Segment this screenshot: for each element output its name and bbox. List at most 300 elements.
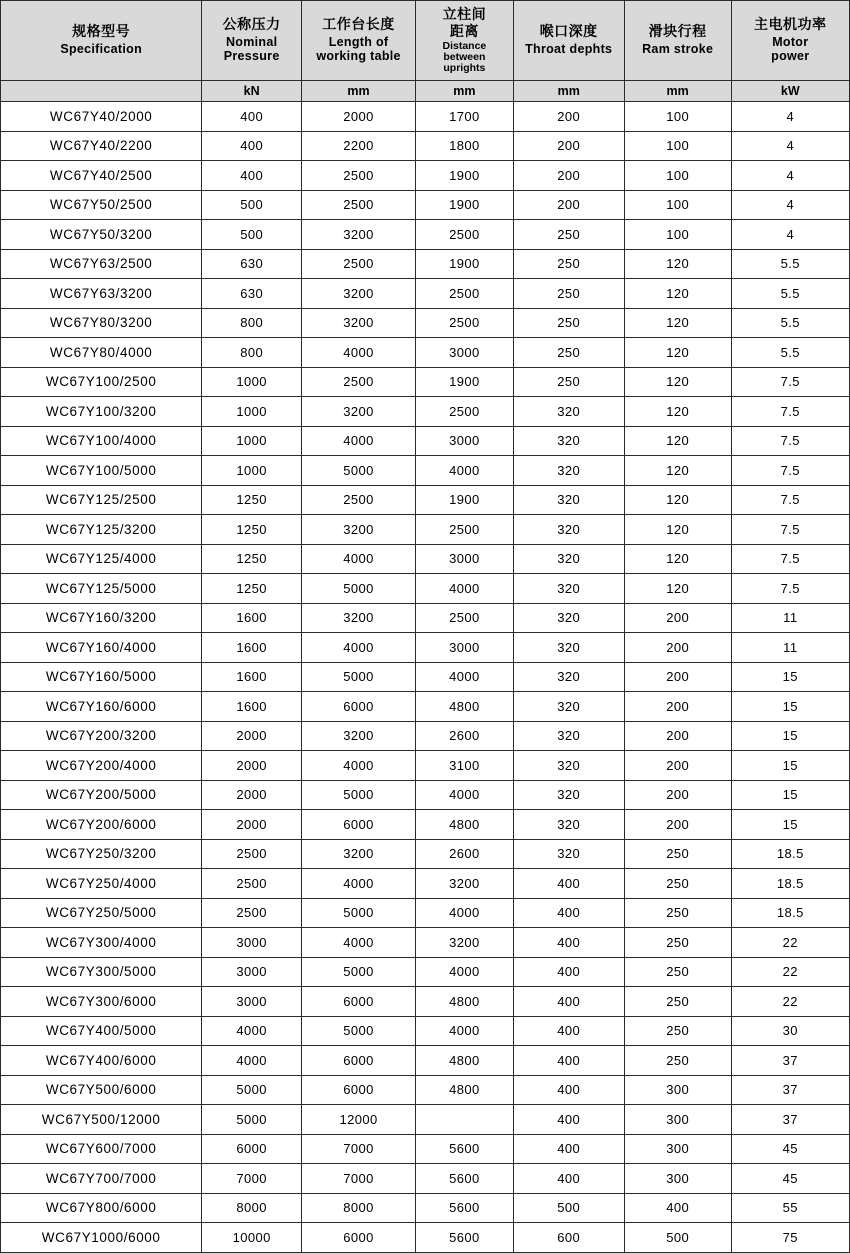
column-unit-3: mm [416, 81, 514, 102]
cell-value: 3100 [416, 751, 514, 781]
cell-value: 1250 [202, 544, 302, 574]
cell-value: 4000 [416, 780, 514, 810]
cell-value: 18.5 [731, 898, 849, 928]
cell-value: 2500 [202, 869, 302, 899]
cell-specification: WC67Y63/3200 [1, 279, 202, 309]
cell-value: 5000 [202, 1075, 302, 1105]
cell-value: 10000 [202, 1223, 302, 1253]
cell-value: 320 [513, 780, 624, 810]
cell-value: 1900 [416, 190, 514, 220]
cell-value: 4000 [301, 751, 415, 781]
table-row [1, 810, 850, 840]
cell-value: 500 [202, 190, 302, 220]
cell-value: 1000 [202, 367, 302, 397]
cell-specification: WC67Y160/5000 [1, 662, 202, 692]
table-row [1, 456, 850, 486]
cell-value: 200 [513, 161, 624, 191]
cell-value: 37 [731, 1046, 849, 1076]
cell-specification: WC67Y400/6000 [1, 1046, 202, 1076]
column-header-cn-5: 滑块行程 [648, 23, 707, 40]
cell-value: 120 [624, 338, 731, 368]
cell-value: 75 [731, 1223, 849, 1253]
cell-value: 1700 [416, 102, 514, 132]
cell-value: 4000 [416, 957, 514, 987]
cell-value: 4800 [416, 1075, 514, 1105]
cell-specification: WC67Y100/5000 [1, 456, 202, 486]
cell-specification: WC67Y250/3200 [1, 839, 202, 869]
cell-value: 120 [624, 249, 731, 279]
cell-value: 250 [513, 338, 624, 368]
cell-value: 4000 [202, 1016, 302, 1046]
cell-specification: WC67Y80/3200 [1, 308, 202, 338]
cell-value: 15 [731, 721, 849, 751]
cell-value: 2600 [416, 839, 514, 869]
cell-value: 3200 [301, 603, 415, 633]
cell-value: 5600 [416, 1164, 514, 1194]
cell-value: 22 [731, 928, 849, 958]
cell-value: 500 [624, 1223, 731, 1253]
table-row [1, 721, 850, 751]
unit-row [1, 81, 850, 102]
column-header-en-6: Motor power [771, 34, 810, 64]
cell-value: 4000 [416, 456, 514, 486]
cell-value: 200 [513, 102, 624, 132]
cell-value: 2500 [416, 397, 514, 427]
column-header-en-4: Throat dephts [525, 41, 613, 56]
cell-value: 18.5 [731, 839, 849, 869]
cell-value: 3200 [301, 397, 415, 427]
cell-value: 250 [624, 839, 731, 869]
cell-value: 250 [513, 220, 624, 250]
cell-value: 100 [624, 220, 731, 250]
cell-value: 5000 [301, 456, 415, 486]
cell-value: 5000 [202, 1105, 302, 1135]
cell-value: 15 [731, 662, 849, 692]
cell-value: 3000 [416, 633, 514, 663]
column-unit-0 [1, 81, 202, 102]
cell-value: 630 [202, 279, 302, 309]
cell-value: 4 [731, 131, 849, 161]
cell-specification: WC67Y200/5000 [1, 780, 202, 810]
cell-specification: WC67Y125/5000 [1, 574, 202, 604]
cell-value: 6000 [301, 692, 415, 722]
cell-value: 6000 [301, 1075, 415, 1105]
cell-value: 3000 [202, 987, 302, 1017]
table-row [1, 898, 850, 928]
cell-value: 2500 [301, 161, 415, 191]
cell-value: 320 [513, 692, 624, 722]
cell-value: 5600 [416, 1223, 514, 1253]
cell-specification: WC67Y40/2500 [1, 161, 202, 191]
table-row [1, 308, 850, 338]
cell-value: 200 [624, 662, 731, 692]
column-header-en-2: Length of working table [316, 34, 401, 64]
cell-value: 400 [202, 161, 302, 191]
column-unit-6: kW [731, 81, 849, 102]
cell-value: 2600 [416, 721, 514, 751]
cell-value: 250 [624, 957, 731, 987]
table-row [1, 544, 850, 574]
cell-value: 7.5 [731, 515, 849, 545]
cell-value: 250 [624, 898, 731, 928]
cell-value: 1000 [202, 397, 302, 427]
cell-value: 200 [624, 810, 731, 840]
cell-value: 5000 [301, 662, 415, 692]
cell-value: 4000 [301, 338, 415, 368]
table-row [1, 633, 850, 663]
cell-value: 400 [513, 1134, 624, 1164]
cell-value: 300 [624, 1075, 731, 1105]
table-row [1, 692, 850, 722]
cell-value: 800 [202, 308, 302, 338]
table-row [1, 1164, 850, 1194]
cell-value: 320 [513, 603, 624, 633]
cell-value: 4000 [301, 544, 415, 574]
column-header-cn-6: 主电机功率 [754, 16, 827, 33]
cell-value: 3000 [202, 928, 302, 958]
cell-value: 5600 [416, 1134, 514, 1164]
column-header-en-1: Nominal Pressure [223, 34, 280, 64]
cell-value: 5000 [301, 574, 415, 604]
table-row [1, 1105, 850, 1135]
cell-value: 320 [513, 810, 624, 840]
cell-value [416, 1105, 514, 1135]
table-row [1, 102, 850, 132]
cell-value: 120 [624, 308, 731, 338]
column-header-content-5 [625, 18, 731, 62]
cell-value: 320 [513, 751, 624, 781]
cell-value: 7.5 [731, 574, 849, 604]
cell-value: 3000 [202, 957, 302, 987]
cell-value: 5000 [301, 898, 415, 928]
cell-value: 400 [513, 1164, 624, 1194]
cell-specification: WC67Y100/3200 [1, 397, 202, 427]
cell-value: 11 [731, 603, 849, 633]
cell-specification: WC67Y50/3200 [1, 220, 202, 250]
table-row [1, 397, 850, 427]
cell-value: 630 [202, 249, 302, 279]
table-body [1, 102, 850, 1253]
cell-specification: WC67Y125/3200 [1, 515, 202, 545]
cell-value: 4 [731, 220, 849, 250]
cell-value: 2000 [202, 810, 302, 840]
table-row [1, 515, 850, 545]
cell-value: 250 [513, 367, 624, 397]
cell-value: 320 [513, 839, 624, 869]
cell-value: 2500 [416, 308, 514, 338]
cell-value: 3000 [416, 544, 514, 574]
cell-value: 7000 [301, 1134, 415, 1164]
cell-value: 3200 [301, 515, 415, 545]
cell-value: 200 [624, 633, 731, 663]
cell-value: 1600 [202, 662, 302, 692]
cell-value: 1600 [202, 633, 302, 663]
cell-value: 6000 [301, 987, 415, 1017]
cell-value: 120 [624, 515, 731, 545]
table-row [1, 220, 850, 250]
cell-value: 3200 [416, 928, 514, 958]
cell-value: 3200 [416, 869, 514, 899]
cell-value: 4000 [301, 633, 415, 663]
cell-value: 800 [202, 338, 302, 368]
cell-value: 1000 [202, 426, 302, 456]
cell-value: 30 [731, 1016, 849, 1046]
table-row [1, 338, 850, 368]
table-row [1, 249, 850, 279]
column-header-4 [513, 1, 624, 81]
cell-value: 300 [624, 1164, 731, 1194]
cell-value: 100 [624, 161, 731, 191]
cell-value: 4000 [301, 928, 415, 958]
cell-specification: WC67Y250/5000 [1, 898, 202, 928]
cell-value: 22 [731, 987, 849, 1017]
cell-value: 120 [624, 574, 731, 604]
table-row [1, 869, 850, 899]
cell-value: 2000 [202, 751, 302, 781]
cell-value: 120 [624, 397, 731, 427]
cell-value: 7.5 [731, 367, 849, 397]
cell-value: 400 [202, 102, 302, 132]
column-header-1 [202, 1, 302, 81]
column-header-content-2 [302, 11, 415, 70]
cell-value: 320 [513, 544, 624, 574]
cell-value: 100 [624, 131, 731, 161]
cell-value: 2000 [202, 721, 302, 751]
cell-value: 22 [731, 957, 849, 987]
cell-specification: WC67Y160/6000 [1, 692, 202, 722]
cell-value: 5.5 [731, 308, 849, 338]
column-header-content-1 [202, 11, 301, 70]
table-row [1, 161, 850, 191]
cell-value: 2500 [301, 190, 415, 220]
cell-specification: WC67Y500/12000 [1, 1105, 202, 1135]
cell-value: 120 [624, 426, 731, 456]
cell-value: 200 [624, 751, 731, 781]
cell-value: 400 [513, 1075, 624, 1105]
cell-specification: WC67Y50/2500 [1, 190, 202, 220]
cell-value: 400 [513, 1016, 624, 1046]
table-row [1, 839, 850, 869]
cell-value: 5600 [416, 1193, 514, 1223]
cell-value: 4000 [202, 1046, 302, 1076]
cell-specification: WC67Y100/2500 [1, 367, 202, 397]
cell-value: 120 [624, 279, 731, 309]
cell-value: 11 [731, 633, 849, 663]
cell-value: 120 [624, 485, 731, 515]
cell-value: 1250 [202, 515, 302, 545]
cell-value: 1000 [202, 456, 302, 486]
cell-value: 7000 [301, 1164, 415, 1194]
cell-value: 4000 [416, 1016, 514, 1046]
column-header-en-0: Specification [60, 41, 143, 56]
cell-specification: WC67Y600/7000 [1, 1134, 202, 1164]
cell-value: 6000 [301, 1223, 415, 1253]
header-row [1, 1, 850, 81]
cell-value: 400 [624, 1193, 731, 1223]
cell-specification: WC67Y63/2500 [1, 249, 202, 279]
table-row [1, 1134, 850, 1164]
cell-value: 120 [624, 367, 731, 397]
cell-value: 4800 [416, 987, 514, 1017]
cell-value: 3200 [301, 279, 415, 309]
cell-specification: WC67Y300/6000 [1, 987, 202, 1017]
column-header-en-3: Distance between uprights [442, 40, 487, 75]
cell-value: 2500 [202, 839, 302, 869]
cell-value: 3000 [416, 338, 514, 368]
cell-specification: WC67Y200/6000 [1, 810, 202, 840]
table-row [1, 1046, 850, 1076]
cell-specification: WC67Y200/4000 [1, 751, 202, 781]
cell-value: 200 [513, 131, 624, 161]
cell-value: 400 [513, 1105, 624, 1135]
cell-value: 320 [513, 721, 624, 751]
cell-value: 6000 [301, 1046, 415, 1076]
cell-value: 8000 [202, 1193, 302, 1223]
cell-value: 250 [624, 928, 731, 958]
cell-specification: WC67Y80/4000 [1, 338, 202, 368]
column-unit-2: mm [301, 81, 415, 102]
table-row [1, 780, 850, 810]
cell-value: 2500 [301, 367, 415, 397]
cell-value: 12000 [301, 1105, 415, 1135]
cell-specification: WC67Y700/7000 [1, 1164, 202, 1194]
cell-specification: WC67Y800/6000 [1, 1193, 202, 1223]
cell-value: 6000 [301, 810, 415, 840]
cell-value: 320 [513, 515, 624, 545]
cell-value: 2500 [301, 485, 415, 515]
column-unit-1: kN [202, 81, 302, 102]
cell-value: 400 [202, 131, 302, 161]
cell-specification: WC67Y250/4000 [1, 869, 202, 899]
cell-value: 320 [513, 485, 624, 515]
cell-value: 250 [513, 279, 624, 309]
cell-value: 4000 [416, 898, 514, 928]
cell-value: 18.5 [731, 869, 849, 899]
column-header-cn-0: 规格型号 [72, 23, 131, 40]
cell-value: 45 [731, 1134, 849, 1164]
cell-value: 320 [513, 456, 624, 486]
cell-value: 1800 [416, 131, 514, 161]
cell-specification: WC67Y160/4000 [1, 633, 202, 663]
column-header-en-5: Ram stroke [642, 41, 714, 56]
column-header-cn-4: 喉口深度 [539, 23, 598, 40]
cell-value: 250 [513, 249, 624, 279]
cell-value: 120 [624, 456, 731, 486]
cell-value: 1250 [202, 574, 302, 604]
table-header [1, 1, 850, 102]
cell-value: 55 [731, 1193, 849, 1223]
cell-value: 1900 [416, 485, 514, 515]
cell-value: 5.5 [731, 249, 849, 279]
table-row [1, 928, 850, 958]
column-header-content-3 [416, 1, 513, 80]
cell-value: 2000 [301, 102, 415, 132]
column-header-2 [301, 1, 415, 81]
column-unit-5: mm [624, 81, 731, 102]
cell-specification: WC67Y125/2500 [1, 485, 202, 515]
cell-value: 3200 [301, 308, 415, 338]
cell-value: 120 [624, 544, 731, 574]
column-header-6 [731, 1, 849, 81]
cell-value: 1600 [202, 603, 302, 633]
cell-value: 4 [731, 190, 849, 220]
cell-value: 4800 [416, 1046, 514, 1076]
cell-value: 100 [624, 190, 731, 220]
cell-value: 320 [513, 574, 624, 604]
cell-specification: WC67Y300/4000 [1, 928, 202, 958]
cell-value: 15 [731, 810, 849, 840]
table-row [1, 1223, 850, 1253]
cell-value: 250 [513, 308, 624, 338]
cell-value: 200 [513, 190, 624, 220]
cell-value: 7000 [202, 1164, 302, 1194]
cell-value: 3200 [301, 839, 415, 869]
table-row [1, 987, 850, 1017]
cell-value: 400 [513, 1046, 624, 1076]
cell-specification: WC67Y500/6000 [1, 1075, 202, 1105]
cell-value: 7.5 [731, 485, 849, 515]
table-row [1, 367, 850, 397]
cell-value: 2500 [301, 249, 415, 279]
cell-value: 200 [624, 603, 731, 633]
cell-value: 320 [513, 662, 624, 692]
cell-value: 2500 [416, 220, 514, 250]
column-header-content-6 [732, 11, 849, 70]
table-row [1, 751, 850, 781]
cell-value: 500 [513, 1193, 624, 1223]
column-header-5 [624, 1, 731, 81]
column-header-cn-2: 工作台长度 [322, 16, 395, 33]
cell-value: 15 [731, 751, 849, 781]
cell-value: 2500 [416, 515, 514, 545]
cell-value: 2500 [416, 603, 514, 633]
cell-value: 4800 [416, 810, 514, 840]
table-row [1, 1075, 850, 1105]
cell-specification: WC67Y40/2200 [1, 131, 202, 161]
table-row [1, 485, 850, 515]
cell-value: 1900 [416, 249, 514, 279]
cell-value: 200 [624, 780, 731, 810]
cell-value: 250 [624, 869, 731, 899]
cell-value: 250 [624, 987, 731, 1017]
table-row [1, 957, 850, 987]
cell-value: 250 [624, 1046, 731, 1076]
cell-value: 3200 [301, 721, 415, 751]
cell-value: 400 [513, 987, 624, 1017]
cell-value: 6000 [202, 1134, 302, 1164]
cell-value: 2000 [202, 780, 302, 810]
cell-value: 250 [624, 1016, 731, 1046]
cell-value: 2200 [301, 131, 415, 161]
cell-value: 5.5 [731, 279, 849, 309]
cell-value: 200 [624, 721, 731, 751]
cell-value: 5000 [301, 1016, 415, 1046]
column-header-content-0 [1, 18, 201, 62]
cell-value: 15 [731, 692, 849, 722]
cell-value: 4 [731, 161, 849, 191]
cell-value: 37 [731, 1075, 849, 1105]
cell-value: 3200 [301, 220, 415, 250]
cell-value: 300 [624, 1134, 731, 1164]
cell-specification: WC67Y1000/6000 [1, 1223, 202, 1253]
cell-specification: WC67Y300/5000 [1, 957, 202, 987]
cell-specification: WC67Y40/2000 [1, 102, 202, 132]
cell-specification: WC67Y125/4000 [1, 544, 202, 574]
cell-value: 5.5 [731, 338, 849, 368]
cell-value: 300 [624, 1105, 731, 1135]
cell-value: 1600 [202, 692, 302, 722]
cell-value: 8000 [301, 1193, 415, 1223]
